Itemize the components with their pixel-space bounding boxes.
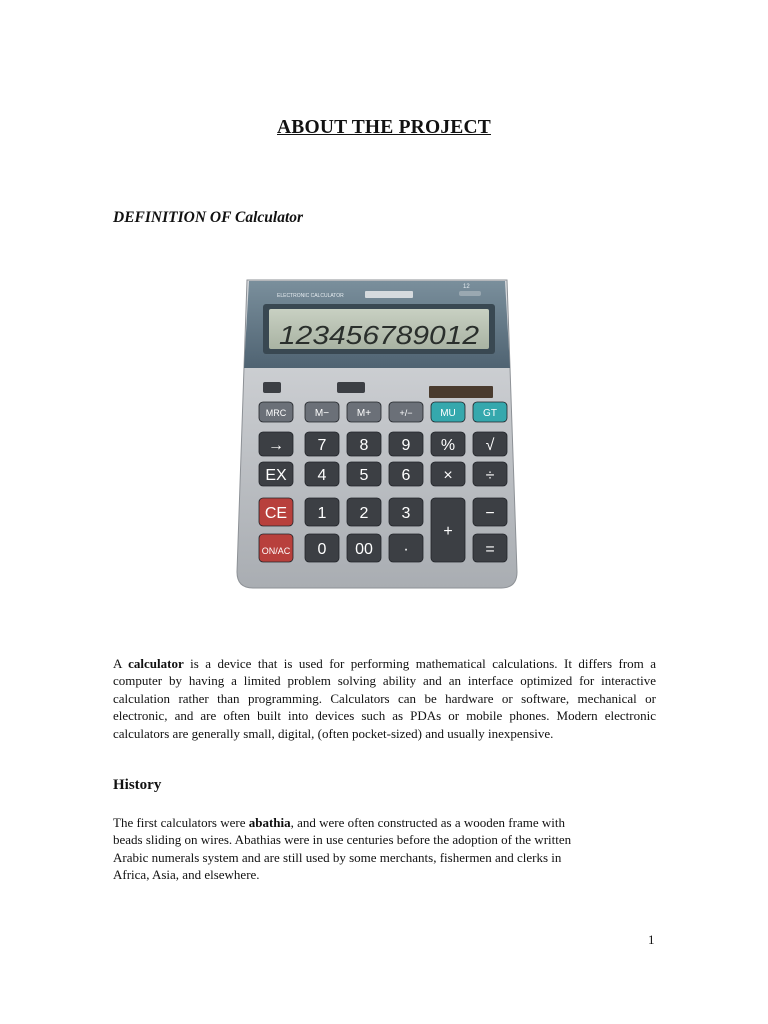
calc-key-label: 1 (317, 505, 327, 522)
calc-key-label: MU (440, 408, 456, 419)
calc-key-label: − (485, 505, 495, 522)
paragraph-body: is a device that is used for performing mathematical calculations. It differs from a computer by having a limited problem solving ability and an interface optimized for interactive calculation rather than programming. Calculators can be hardware or software, mechanical or electronic, and are often built into devices such as PDAs or mobile phones. Modern electronic calculators are generally small, digital, (often pocket-sized) and usually inexpensive. (113, 656, 657, 741)
calc-key-label: 4 (317, 467, 327, 484)
calc-key-label: 7 (317, 437, 327, 454)
brand-label: ELECTRONIC CALCULATOR (277, 293, 344, 299)
calc-key-label: 6 (401, 467, 411, 484)
paragraph-prefix: A (113, 656, 129, 671)
calc-key-label: +/− (399, 408, 413, 418)
calc-key-label: % (440, 437, 456, 454)
calc-key-label: EX (265, 467, 287, 484)
calc-key-label: 3 (401, 505, 411, 522)
history-heading: History (113, 777, 162, 793)
calc-key-label: MRC (265, 408, 287, 418)
calc-key-label: × (443, 467, 453, 484)
model-label: 12 (463, 284, 470, 290)
term-calculator: calculator (128, 656, 184, 671)
calc-key-label: 0 (317, 541, 327, 558)
calc-key-label: + (443, 523, 453, 540)
page-number: 1 (648, 932, 655, 947)
page-title: ABOUT THE PROJECT (277, 117, 491, 138)
calc-key-label: → (268, 437, 284, 454)
history-line-3: Arabic numerals system and are still used by some merchants, fishermen and clerks in (113, 849, 562, 865)
calc-key-label: · (403, 541, 409, 558)
calc-key-label: 2 (359, 505, 369, 522)
paragraph-definition (113, 655, 656, 742)
definition-heading: DEFINITION OF Calculator (113, 209, 304, 226)
calc-key-label: M− (314, 408, 330, 419)
calc-key-label: √ (485, 437, 495, 454)
paragraph-history (113, 814, 656, 884)
calc-key-label: ON/AC (261, 546, 291, 556)
calc-key-label: 8 (359, 437, 369, 454)
term-abathia: abathia (248, 815, 291, 830)
calc-key-label: = (485, 541, 495, 558)
history-line-1: The first calculators were abathia, and were often constructed as a wooden frame with (113, 815, 565, 830)
calc-key-label: 5 (359, 467, 369, 484)
history-line-4: Africa, Asia, and elsewhere. (113, 867, 260, 883)
calc-key-label: ÷ (485, 467, 495, 484)
calc-key-label: 9 (401, 437, 411, 454)
calc-key-label: GT (483, 408, 497, 419)
history-line-2: beads sliding on wires. Abathias were in use centuries before the adoption of the written (113, 832, 572, 848)
calc-key-label: M+ (356, 408, 372, 419)
calc-key-label: 00 (355, 541, 373, 558)
calc-key-label: CE (264, 505, 288, 522)
display-digits: 123456789012 (279, 320, 480, 350)
calculator-image (233, 272, 521, 592)
